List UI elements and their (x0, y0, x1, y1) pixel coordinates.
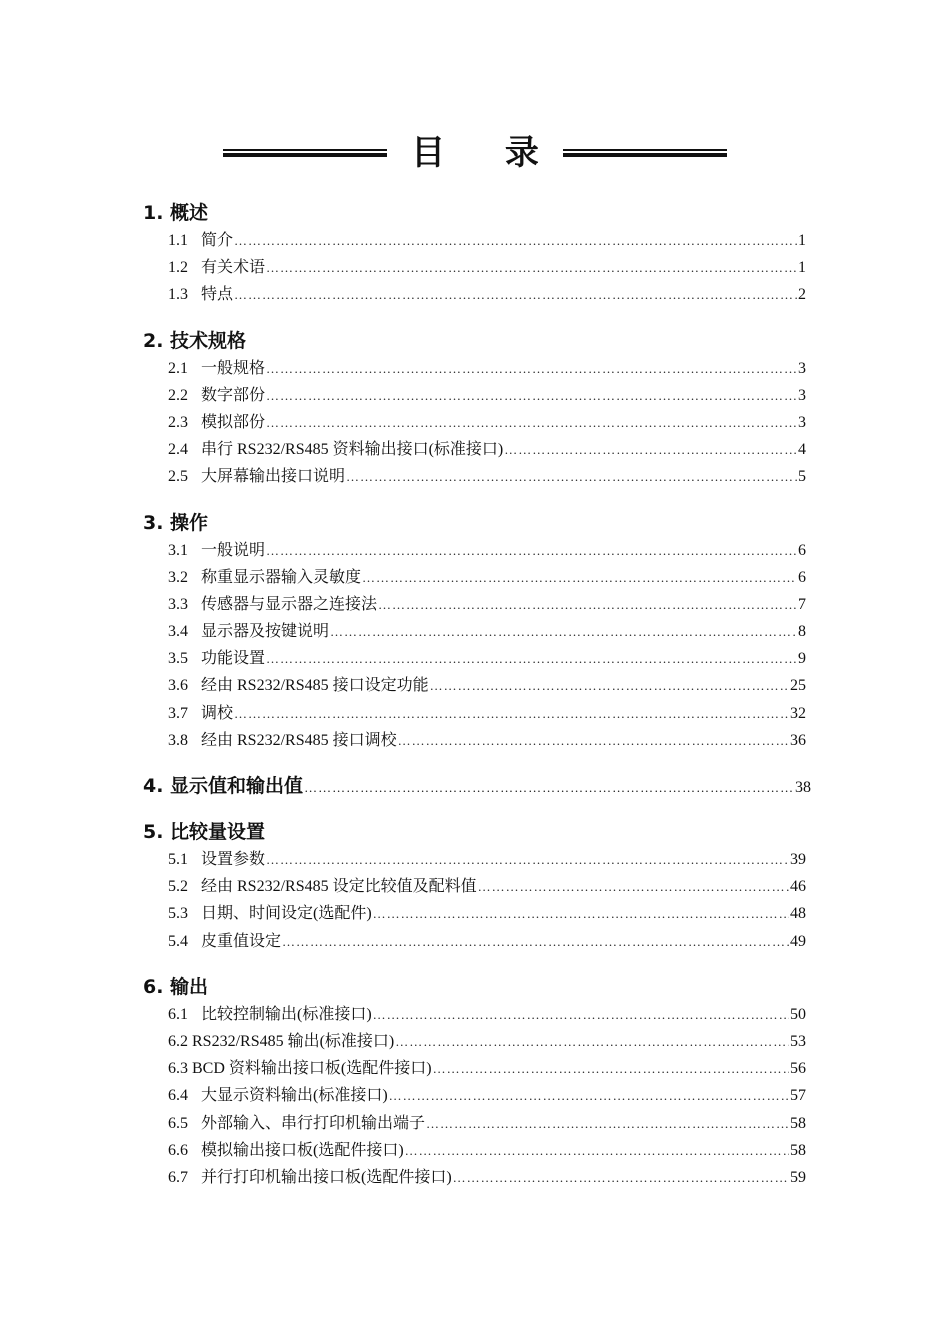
entry-number: 2.2 (168, 386, 188, 404)
entry-number: 6.4 (168, 1087, 188, 1105)
page-number: 1 (798, 259, 806, 277)
dot-leader (405, 1137, 789, 1164)
toc-title-bar (0, 128, 950, 178)
page-number: 25 (790, 677, 806, 695)
toc-entry[interactable] (168, 537, 806, 564)
toc-entry[interactable] (168, 1001, 806, 1028)
dot-leader (378, 591, 797, 618)
entry-number: 3.2 (168, 568, 188, 586)
toc-entry[interactable] (168, 1028, 806, 1055)
page-number: 6 (798, 568, 806, 586)
entry-title: 经由 RS232/RS485 接口调校 (201, 731, 397, 749)
page-number: 46 (790, 878, 806, 896)
toc-entry[interactable] (168, 727, 806, 754)
page-title: 目 录 (411, 133, 563, 173)
entry-title: 比较控制输出(标准接口) (201, 1005, 372, 1023)
entry-title: 模拟输出接口板(选配件接口) (201, 1141, 404, 1159)
toc-section (143, 818, 823, 955)
toc-section (143, 509, 823, 755)
entry-title: 皮重值设定 (201, 932, 282, 950)
table-of-contents (143, 199, 823, 1209)
dot-leader (395, 1028, 789, 1055)
toc-entry[interactable] (168, 409, 806, 436)
entry-title: 称重显示器输入灵敏度 (201, 568, 362, 586)
page-number: 6 (798, 541, 806, 559)
page-number: 57 (790, 1087, 806, 1105)
entry-number: 6.1 (168, 1005, 188, 1023)
entry-number: 2.1 (168, 359, 188, 377)
toc-entry[interactable] (168, 281, 806, 308)
page-number: 39 (790, 851, 806, 868)
section-heading: 3. 操作 (143, 511, 209, 534)
toc-entry[interactable] (168, 382, 806, 409)
dot-leader (266, 254, 797, 281)
toc-entry[interactable] (168, 1164, 806, 1191)
entry-title: 模拟部份 (201, 413, 266, 431)
entry-number: 1.1 (168, 232, 188, 249)
entry-title: 数字部份 (201, 386, 266, 404)
entry-number: 5.1 (168, 851, 188, 868)
page-number: 7 (798, 595, 806, 613)
title-rule-left (223, 148, 387, 158)
dot-leader (234, 227, 797, 254)
dot-leader (234, 700, 789, 727)
toc-entry[interactable] (168, 1055, 806, 1082)
toc-entry[interactable] (168, 564, 806, 591)
section-heading: 6. 输出 (143, 975, 209, 998)
toc-section-entry[interactable] (143, 772, 811, 800)
toc-entry[interactable] (168, 928, 806, 955)
dot-leader (362, 564, 797, 591)
toc-section (143, 327, 823, 491)
dot-leader (266, 537, 797, 564)
toc-entry[interactable] (168, 645, 806, 672)
entry-title: 并行打印机输出接口板(选配件接口) (201, 1168, 452, 1186)
toc-entry[interactable] (168, 254, 806, 281)
entry-title: 大屏幕输出接口说明 (201, 468, 346, 486)
dot-leader (266, 355, 797, 382)
page-number: 48 (790, 905, 806, 923)
dot-leader (389, 1082, 789, 1109)
dot-leader (478, 873, 789, 900)
toc-entry[interactable] (168, 1110, 806, 1137)
page-number: 56 (790, 1060, 806, 1078)
entry-number: 3.4 (168, 623, 188, 641)
entry-number: 3.6 (168, 677, 188, 695)
entry-title: RS232/RS485 输出(标准接口) (192, 1032, 395, 1050)
page-number: 3 (798, 359, 806, 377)
dot-leader (433, 1055, 789, 1082)
entry-number: 3.5 (168, 650, 188, 668)
page-number: 36 (790, 731, 806, 749)
entry-number: 6.5 (168, 1114, 188, 1132)
page-number: 58 (790, 1141, 806, 1159)
entry-title: 显示器及按键说明 (201, 623, 330, 641)
toc-entry[interactable] (168, 1082, 806, 1109)
dot-leader (282, 928, 789, 955)
toc-entry[interactable] (168, 463, 806, 490)
dot-leader (266, 645, 797, 672)
entry-title: 经由 RS232/RS485 接口设定功能 (201, 677, 429, 695)
toc-entry[interactable] (168, 436, 806, 463)
dot-leader (453, 1164, 789, 1191)
page-number: 5 (798, 468, 806, 486)
page-number: 3 (798, 386, 806, 404)
entry-title: 特点 (201, 286, 234, 304)
entry-title: 串行 RS232/RS485 资料输出接口(标准接口) (201, 441, 504, 459)
page-number: 1 (798, 232, 806, 249)
entry-number: 5.2 (168, 878, 188, 896)
entry-title: 功能设置 (201, 650, 266, 668)
toc-entry[interactable] (168, 227, 806, 254)
dot-leader (266, 409, 797, 436)
toc-entry[interactable] (168, 591, 806, 618)
toc-entry[interactable] (168, 846, 806, 873)
toc-entry[interactable] (168, 900, 806, 927)
page-number: 50 (790, 1005, 806, 1023)
page-number: 4 (798, 441, 806, 459)
section-heading: 4. 显示值和输出值 (143, 775, 304, 797)
title-rule-right (563, 148, 727, 158)
entry-title: 简介 (201, 232, 234, 249)
entry-number: 6.2 (168, 1032, 188, 1050)
entry-number: 3.1 (168, 541, 188, 559)
entry-title: 有关术语 (201, 259, 266, 277)
page-number: 2 (798, 286, 806, 304)
page-number: 38 (795, 779, 811, 796)
toc-entry[interactable] (168, 355, 806, 382)
entry-number: 6.6 (168, 1141, 188, 1159)
dot-leader (234, 281, 797, 308)
entry-number: 6.3 (168, 1060, 188, 1078)
page-number: 9 (798, 650, 806, 668)
entry-title: 日期、时间设定(选配件) (201, 905, 372, 923)
entry-number: 5.3 (168, 905, 188, 923)
dot-leader (304, 774, 794, 802)
page-number: 8 (798, 623, 806, 641)
page-number: 58 (790, 1114, 806, 1132)
entry-title: 外部输入、串行打印机输出端子 (201, 1114, 426, 1132)
toc-section (143, 772, 823, 800)
page-number: 32 (790, 704, 806, 722)
page-number: 53 (790, 1032, 806, 1050)
entry-number: 2.5 (168, 468, 188, 486)
toc-entry[interactable] (168, 700, 806, 727)
toc-entry[interactable] (168, 618, 806, 645)
entry-title: 一般说明 (201, 541, 266, 559)
toc-section (143, 199, 823, 309)
entry-title: 大显示资料输出(标准接口) (201, 1087, 388, 1105)
entry-title: 传感器与显示器之连接法 (201, 595, 378, 613)
page-number: 49 (790, 932, 806, 950)
entry-title: 经由 RS232/RS485 设定比较值及配料值 (201, 878, 477, 896)
entry-number: 3.7 (168, 704, 188, 722)
entry-number: 2.4 (168, 441, 188, 459)
section-heading: 5. 比较量设置 (143, 821, 266, 843)
entry-number: 1.3 (168, 286, 188, 304)
dot-leader (330, 618, 797, 645)
dot-leader (398, 727, 789, 754)
dot-leader (373, 1001, 789, 1028)
toc-entry[interactable] (168, 1137, 806, 1164)
entry-title: 一般规格 (201, 359, 266, 377)
toc-entry[interactable] (168, 873, 806, 900)
section-heading: 1. 概述 (143, 202, 209, 224)
dot-leader (430, 672, 789, 699)
dot-leader (266, 846, 789, 873)
entry-number: 3.3 (168, 595, 188, 613)
entry-title: BCD 资料输出接口板(选配件接口) (192, 1060, 432, 1078)
toc-entry[interactable] (168, 672, 806, 699)
entry-number: 3.8 (168, 731, 188, 749)
dot-leader (426, 1110, 789, 1137)
dot-leader (346, 463, 797, 490)
entry-number: 1.2 (168, 259, 188, 277)
page-number: 59 (790, 1168, 806, 1186)
dot-leader (266, 382, 797, 409)
dot-leader (504, 436, 797, 463)
entry-number: 2.3 (168, 413, 188, 431)
entry-number: 5.4 (168, 932, 188, 950)
section-heading: 2. 技术规格 (143, 329, 247, 352)
entry-title: 设置参数 (201, 851, 266, 868)
toc-section (143, 973, 823, 1191)
entry-title: 调校 (201, 704, 234, 722)
dot-leader (373, 900, 789, 927)
entry-number: 6.7 (168, 1168, 188, 1186)
page-number: 3 (798, 413, 806, 431)
